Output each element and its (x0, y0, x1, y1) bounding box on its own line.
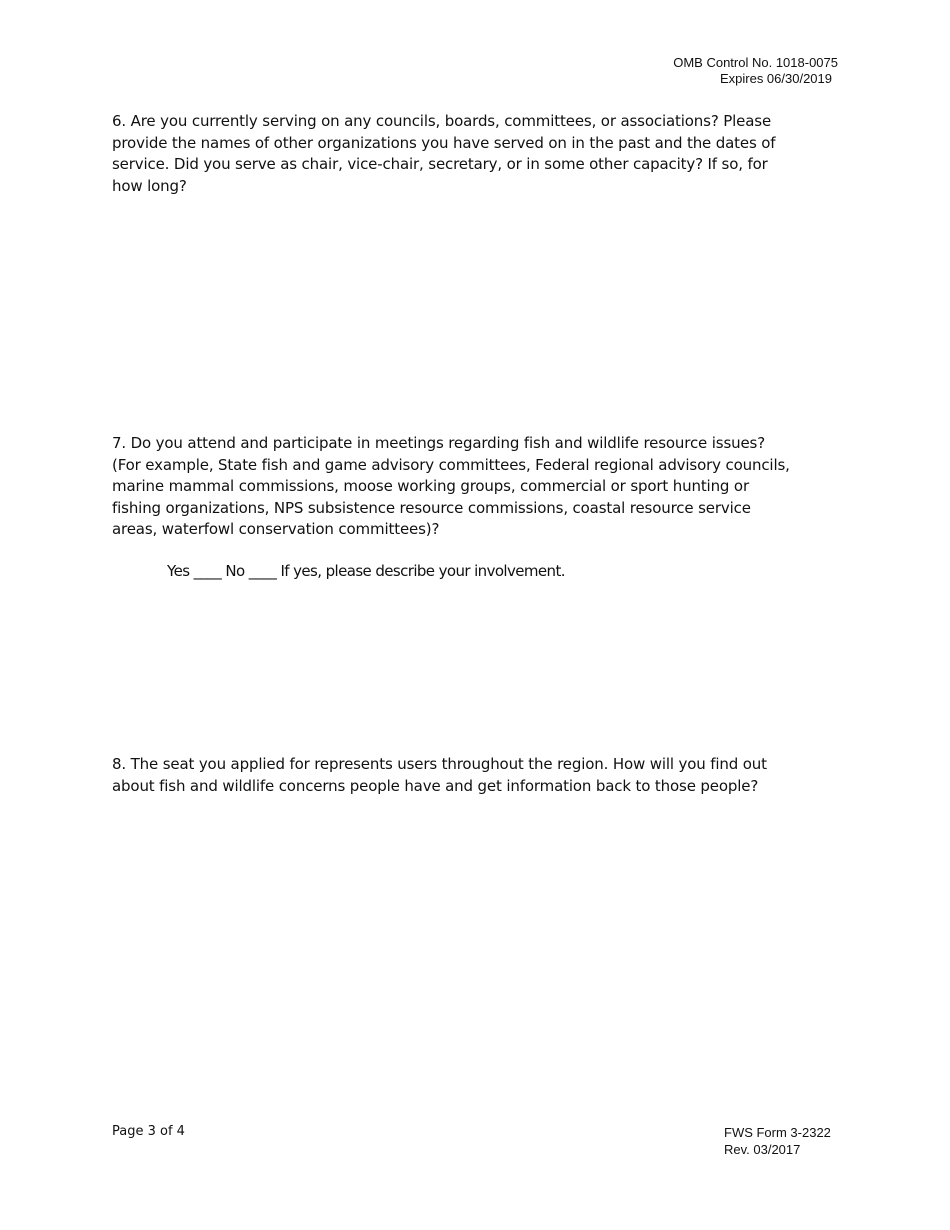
question-6: 6. Are you currently serving on any councils, boards, committees, or associations? Please provide the names of other organizations you have served on in the past and the dates of service. Did you serve as chair, vice-chair, secretary, or in some other capacity? If so, for how long? (112, 112, 776, 195)
question-7-yes-no-prompt: Yes ____ No ____ If yes, please describe your involvement. (167, 562, 565, 580)
omb-control-number: OMB Control No. 1018-0075 (673, 55, 838, 70)
expiration-date: Expires 06/30/2019 (719, 71, 832, 86)
question-7: 7. Do you attend and participate in meetings regarding fish and wildlife resource issues? (For example, State fish and game advisory committees, Federal regional advisory councils, marine mammal commissions, moose working groups, commercial or sport hunting or fishing organizations, NPS subsistence resource commissions, coastal resource service areas, waterfowl conservation committees)? (112, 434, 790, 538)
form-id-block (724, 1124, 831, 1158)
form-revision: Rev. 03/2017 (724, 1142, 801, 1157)
form-number: FWS Form 3-2322 (724, 1125, 831, 1140)
question-8: 8. The seat you applied for represents users throughout the region. How will you find out about fish and wildlife concerns people have and get information back to those people? (112, 755, 767, 795)
omb-control-block (538, 55, 838, 87)
page-number: Page 3 of 4 (112, 1124, 185, 1139)
